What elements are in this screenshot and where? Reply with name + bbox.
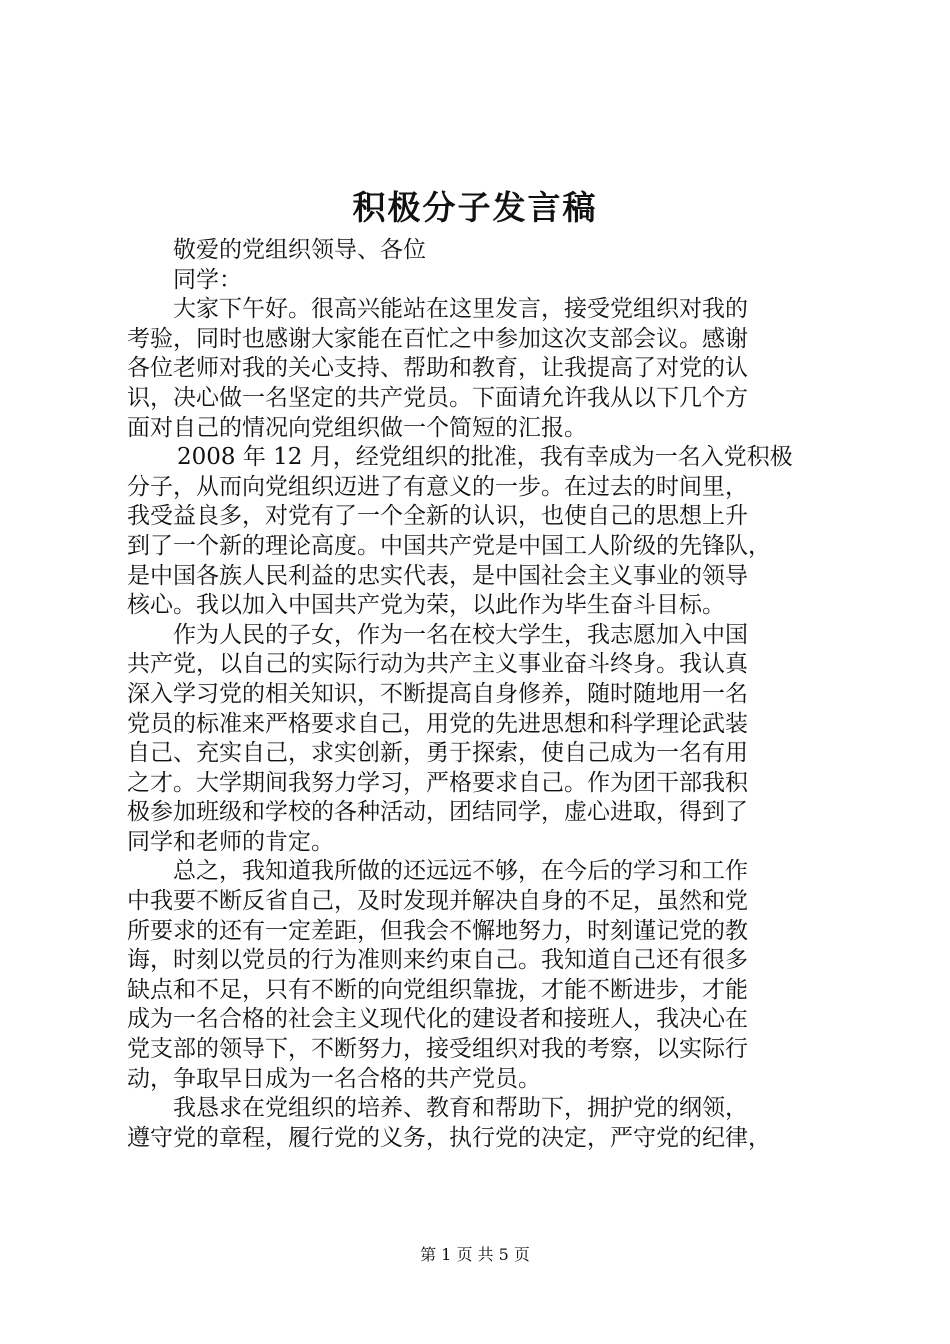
- body-line: 我恳求在党组织的培养、教育和帮助下，拥护党的纲领，: [173, 1095, 748, 1122]
- page-footer: 第 1 页 共 5 页: [420, 1245, 530, 1264]
- body-line: 自己、充实自己，求实创新，勇于探索，使自己成为一名有用: [127, 740, 748, 767]
- body-line: 动，争取早日成为一名合格的共产党员。: [127, 1065, 541, 1092]
- body-line: 之才。大学期间我努力学习，严格要求自己。作为团干部我积: [127, 769, 748, 796]
- body-line: 中我要不断反省自己，及时发现并解决自身的不足，虽然和党: [127, 888, 748, 915]
- body-line: 识，决心做一名坚定的共产党员。下面请允许我从以下几个方: [127, 384, 748, 411]
- body-line: 遵守党的章程，履行党的义务，执行党的决定，严守党的纪律，: [127, 1124, 771, 1151]
- body-line: 同学：: [173, 266, 242, 293]
- document-body: [127, 236, 833, 1153]
- body-line: 作为人民的子女，作为一名在校大学生，我志愿加入中国: [173, 621, 748, 648]
- body-line: 成为一名合格的社会主义现代化的建设者和接班人，我决心在: [127, 1006, 748, 1033]
- body-line: 面对自己的情况向党组织做一个简短的汇报。: [127, 414, 587, 441]
- body-line: 考验，同时也感谢大家能在百忙之中参加这次支部会议。感谢: [127, 325, 748, 352]
- body-line: 总之，我知道我所做的还远远不够，在今后的学习和工作: [173, 858, 748, 885]
- body-line: 到了一个新的理论高度。中国共产党是中国工人阶级的先锋队，: [127, 532, 771, 559]
- body-line: 分子，从而向党组织迈进了有意义的一步。在过去的时间里，: [127, 473, 748, 500]
- body-line: 共产党，以自己的实际行动为共产主义事业奋斗终身。我认真: [127, 651, 748, 678]
- body-line: 缺点和不足，只有不断的向党组织靠拢，才能不断进步，才能: [127, 976, 748, 1003]
- body-line: 深入学习党的相关知识，不断提高自身修养，随时随地用一名: [127, 680, 748, 707]
- body-line: 党员的标准来严格要求自己，用党的先进思想和科学理论武装: [127, 710, 748, 737]
- body-line: 敬爱的党组织领导、各位: [173, 237, 426, 263]
- document-title: 积极分子发言稿: [352, 188, 598, 227]
- body-line: 各位老师对我的关心支持、帮助和教育，让我提高了对党的认: [127, 355, 748, 382]
- body-line: 我受益良多，对党有了一个全新的认识，也使自己的思想上升: [127, 503, 748, 530]
- body-line: 大家下午好。很高兴能站在这里发言，接受党组织对我的: [173, 296, 748, 323]
- body-line: 是中国各族人民利益的忠实代表，是中国社会主义事业的领导: [127, 562, 748, 589]
- body-line: 党支部的领导下，不断努力，接受组织对我的考察，以实际行: [127, 1036, 748, 1063]
- body-line: 所要求的还有一定差距，但我会不懈地努力，时刻谨记党的教: [127, 917, 748, 944]
- body-line: 极参加班级和学校的各种活动，团结同学，虚心进取，得到了: [127, 799, 748, 826]
- body-line: 诲，时刻以党员的行为准则来约束自己。我知道自己还有很多: [127, 947, 748, 974]
- body-line: 2008 年 12 月，经党组织的批准，我有幸成为一名入党积极: [177, 444, 793, 471]
- body-line: 同学和老师的肯定。: [127, 828, 334, 855]
- body-line: 核心。我以加入中国共产党为荣，以此作为毕生奋斗目标。: [127, 592, 725, 619]
